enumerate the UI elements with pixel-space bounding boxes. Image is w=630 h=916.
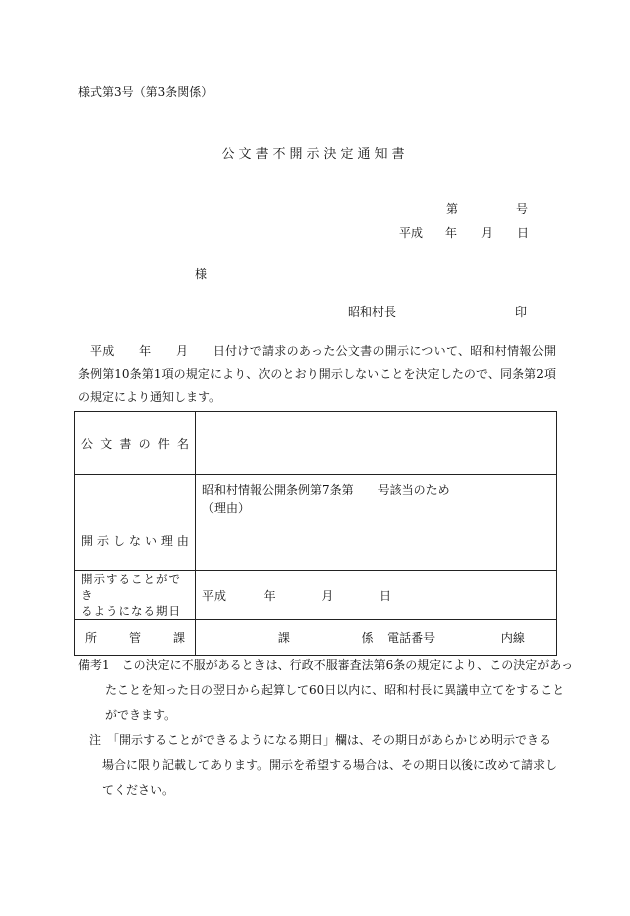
note-line-3: てください。: [102, 783, 175, 797]
disclosable-date: [196, 571, 557, 620]
phone-label: 電話番号: [387, 631, 436, 645]
table-row: [75, 412, 557, 475]
issue-date-month: 月: [481, 226, 494, 240]
disclosable-month: 月: [321, 588, 334, 603]
addressee-suffix: 様: [195, 267, 208, 281]
note-line-2: 場合に限り記載してあります。開示を希望する場合は、その期日以後に改めて請求し: [102, 758, 558, 772]
extension-label: 内線: [500, 631, 525, 645]
reason-line-2: （理由）: [202, 501, 251, 515]
issue-date-year: 年: [445, 226, 458, 240]
subject-value: [196, 412, 557, 475]
issue-date-era: 平成: [399, 226, 424, 240]
body-paragraph: [78, 340, 556, 409]
note-line-1: 注 「開示することができるようになる期日」欄は、その期日があらかじめ明示できる: [89, 733, 552, 747]
decision-table: [74, 411, 557, 656]
number-suffix: 号: [515, 202, 528, 216]
form-number: 様式第3号（第3条関係）: [78, 85, 214, 99]
disclosable-label-2: るようになる期日: [81, 604, 181, 618]
dept-ka: 課: [277, 631, 290, 645]
remark-1-line-2: たことを知った日の翌日から起算して60日以内に、昭和村長に異議申立てをすること: [105, 683, 565, 697]
subject-label: 公 文 書 の 件 名: [81, 436, 189, 451]
reason-line-1: 昭和村情報公開条例第7条第 号該当のため: [202, 483, 450, 497]
disclosable-era: 平成: [202, 588, 227, 603]
body-text: 平成 年 月 日付けで請求のあった公文書の開示について、昭和村情報公開条例第10条第1項の規定により、次のとおり開示しないことを決定したので、同条第2項の規定により通知します。: [78, 344, 556, 404]
table-row: [75, 620, 557, 656]
seal-mark: 印: [515, 305, 528, 319]
notes-section: [78, 653, 574, 803]
issuer-name: 昭和村長: [348, 305, 397, 319]
issue-date-day: 日: [517, 226, 530, 240]
reason-cell: [196, 475, 557, 571]
table-row: [75, 475, 557, 571]
disclosable-label-1: 開示することができ: [81, 572, 181, 602]
dept-label: 所 管 課: [85, 631, 185, 645]
reason-label: 開 示 し な い 理 由: [81, 534, 189, 548]
dept-cell: [196, 620, 557, 656]
disclosable-day: 日: [379, 588, 392, 603]
table-row: [75, 571, 557, 620]
dept-kakari: 係: [361, 631, 374, 645]
disclosable-year: 年: [263, 588, 276, 603]
number-prefix: 第: [446, 202, 459, 216]
remark-1-line-3: ができます。: [105, 708, 177, 722]
remark-1-line-1: 備考1 この決定に不服があるときは、行政不服審査法第6条の規定により、この決定があっ: [78, 658, 574, 672]
document-title: 公文書不開示決定通知書: [221, 147, 409, 162]
